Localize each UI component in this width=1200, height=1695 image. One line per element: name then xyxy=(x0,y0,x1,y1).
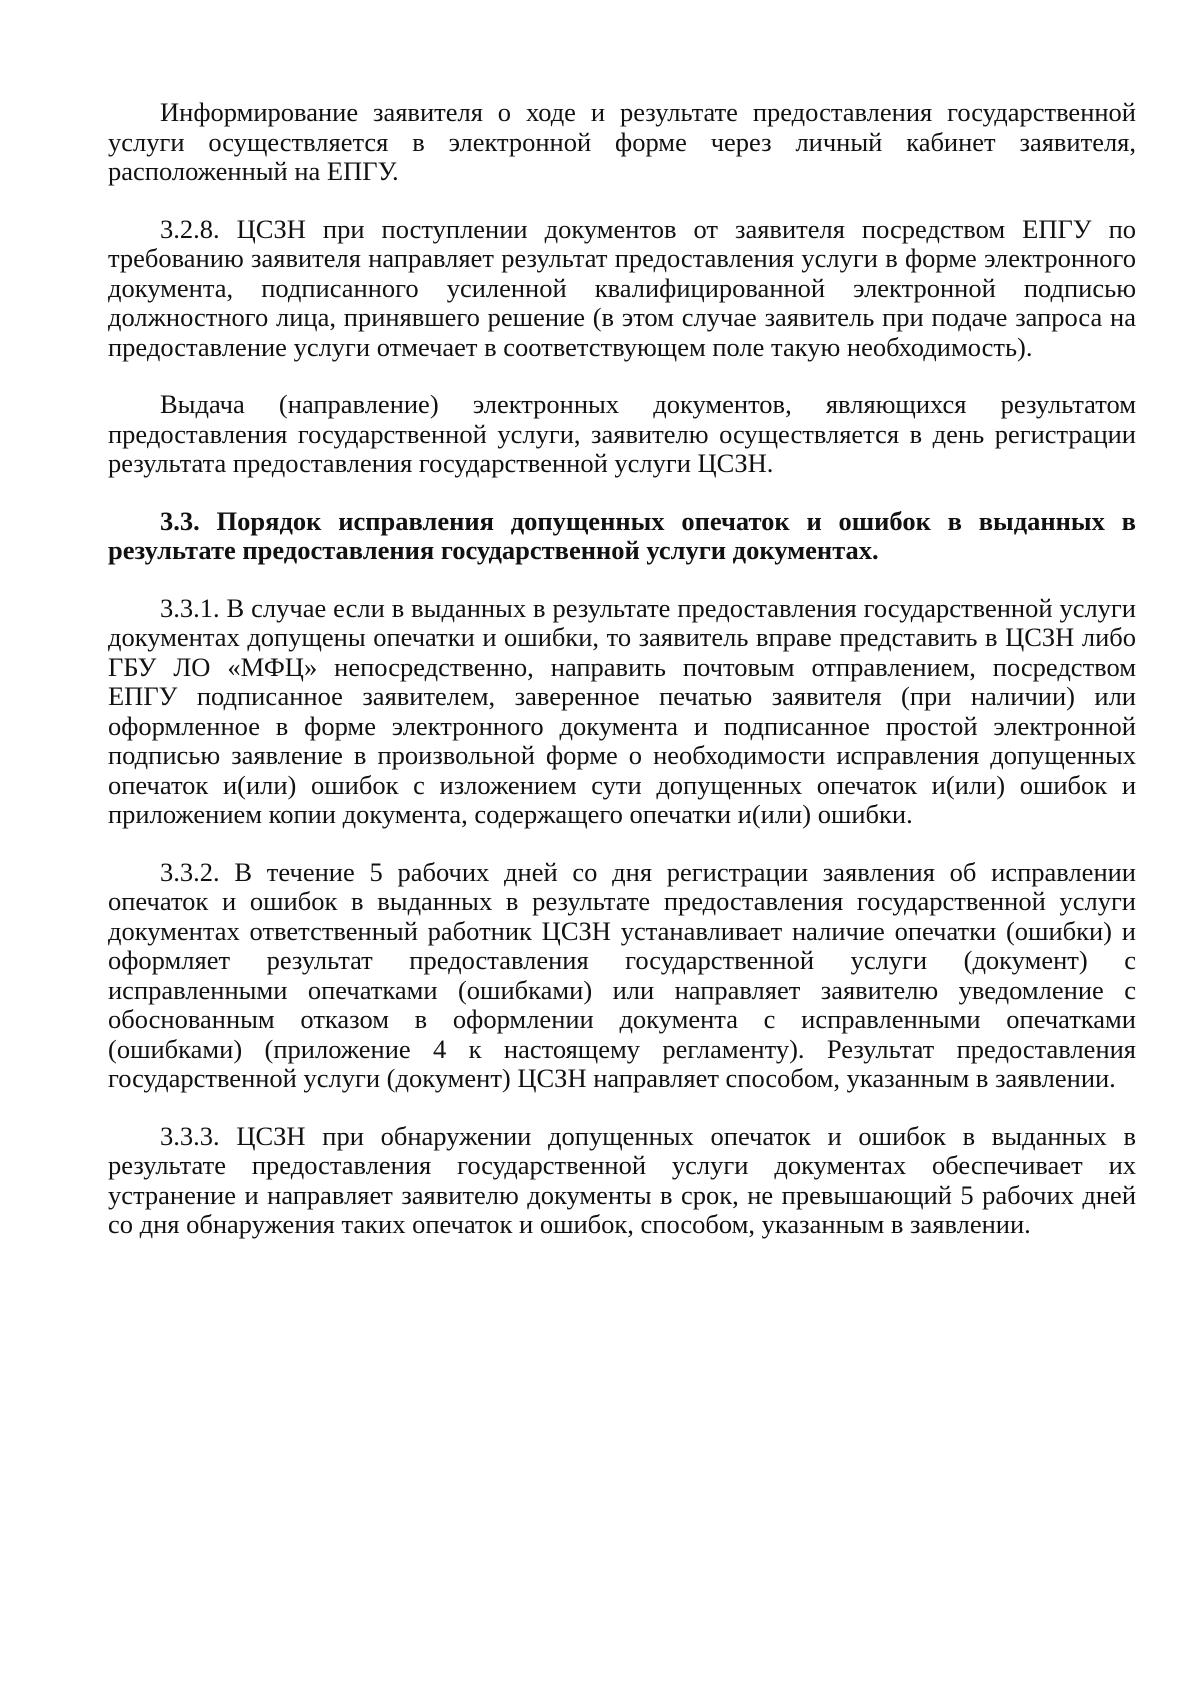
document-page xyxy=(108,98,1136,1268)
paragraph-3-3-1: 3.3.1. В случае если в выданных в результате предоставления государственной услуги документах допущены опечатки и ошибки, то заявитель вправе представить в ЦСЗН либо ГБУ ЛО «МФЦ» непосредственно, направить почтовым отправлением, посредством ЕПГУ подписанное заявителем, заверенное печатью заявителя (при наличии) или оформленное в форме электронного документа и подписанное простой электронной подписью заявление в произвольной форме о необходимости исправления допущенных опечаток и(или) ошибок с изложением сути допущенных опечаток и(или) ошибок и приложением копии документа, содержащего опечатки и(или) ошибки. xyxy=(108,592,1136,829)
paragraph-3-2-8: 3.2.8. ЦСЗН при поступлении документов от заявителя посредством ЕПГУ по требованию заявителя направляет результат предоставления услуги в форме электронного документа, подписанного усиленной квалифицированной электронной подписью должностного лица, принявшего решение (в этом случае заявитель при подаче запроса на предоставление услуги отмечает в соответствующем поле такую необходимость). xyxy=(108,213,1136,362)
paragraph-3-3-3: 3.3.3. ЦСЗН при обнаружении допущенных опечаток и ошибок в выданных в результате предоставления государственной услуги документах обеспечивает их устранение и направляет заявителю документы в срок, не превышающий 5 рабочих дней со дня обнаружения таких опечаток и ошибок, способом, указанным в заявлении. xyxy=(108,1120,1136,1239)
paragraph-3-3-2: 3.3.2. В течение 5 рабочих дней со дня регистрации заявления об исправлении опечаток и ошибок в выданных в результате предоставления государственной услуги документах ответственный работник ЦСЗН устанавливает наличие опечатки (ошибки) и оформляет результат предоставления государственной услуги (документ) с исправленными опечатками (ошибками) или направляет заявителю уведомление с обоснованным отказом в оформлении документа с исправленными опечатками (ошибками) (приложение 4 к настоящему регламенту). Результат предоставления государственной услуги (документ) ЦСЗН направляет способом, указанным в заявлении. xyxy=(108,856,1136,1093)
paragraph-informing: Информирование заявителя о ходе и результате предоставления государственной услуги осуществляется в электронной форме через личный кабинет заявителя, расположенный на ЕПГУ. xyxy=(108,97,1136,186)
section-heading-3-3: 3.3. Порядок исправления допущенных опечаток и ошибок в выданных в результате предоставления государственной услуги документах. xyxy=(108,505,1136,565)
paragraph-issuance: Выдача (направление) электронных документов, являющихся результатом предоставления государственной услуги, заявителю осуществляется в день регистрации результата предоставления государственной услуги ЦСЗН. xyxy=(108,389,1136,478)
